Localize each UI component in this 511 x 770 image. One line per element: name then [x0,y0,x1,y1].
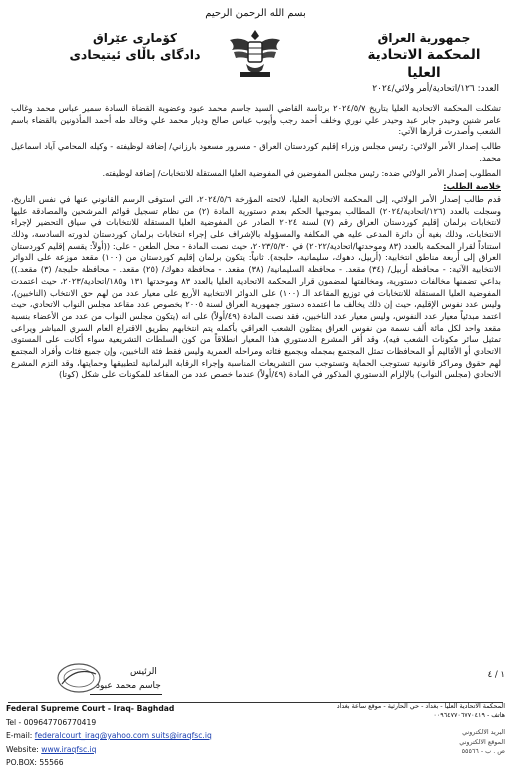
signature-name: جاسم محمد عبود [96,681,161,691]
footer-english [6,655,216,770]
footer-pobox-ar: ص . ب - ٥٥٥٦٦ [461,746,505,755]
footer-website-ar: الموقع الالكتروني [459,737,505,746]
court-formation-paragraph: تشكلت المحكمة الاتحادية العليا بتاريخ ٢٠٢٤/٥/٧ برئاسة القاضي السيد جاسم محمد عبود وعضوية القضاة السادة سمير عباس محمد وغالب عامر شنين وحيدر جابر عبد وحيدر علي نوري وخلف أحمد رجب وأيوب عباس صالح وديار محمد علي وخالد طه أحمد المأذونين بالقضاء باسم الشعب وأصدرت قرارها الآتي: [11,103,501,137]
footer-phone-ar: هاتف - ٠٠٩٦٤٧٧٠٦٧٧٠٤١٩ [433,711,505,720]
footer-tel: Tel - 009647706770419 [6,717,97,727]
respondent-paragraph: المطلوب إصدار الأمر الولائي ضده: رئيس مجلس المفوضين في المفوضية العليا المستقلة للانتخابات/ إضافة لوظيفته. [102,167,501,178]
petitioner-paragraph: طالب إصدار الأمر الولائي: رئيس مجلس وزراء إقليم كوردستان العراق - مسرور مسعود بارزاني/ إضافة لوظيفته - وكيله المحامي آياد اسماعيل محمد. [11,141,501,163]
signature-title: الرئيس [130,667,157,677]
footer-website-link[interactable]: www.iraqfsc.iq [41,744,97,754]
footer-email-link[interactable]: federalcourt_iraq@yahoo.com suits@iraqfsc.iq [34,731,212,740]
basmala: بسم الله الرحمن الرحيم [205,8,306,19]
footer-court-name: Federal Supreme Court - Iraq- Baghdad [6,704,175,713]
reference-number: العدد: ١٢٦/اتحادية/أمر ولائي/٢٠٢٤ [372,84,499,94]
footer-arabic [255,702,505,756]
page-number: ١ / ٤ [487,670,505,680]
country-name-ar: جمهورية العراق [377,31,471,45]
footer-email-ar: البريد الالكتروني [462,728,505,737]
header-arabic [349,30,499,82]
document-body [11,103,501,381]
country-name-ku: كۆماری عێراق [93,31,177,45]
court-name-ku: دادگای باڵای ئیتیحادی [69,47,201,62]
header-kurdish [50,30,220,64]
court-name-ar: المحكمة الاتحادية العليا [367,47,481,81]
footer-address-ar: المحكمة الاتحادية العليا - بغداد - حي الحارثية - موقع ساعة بغداد [336,702,505,710]
footer-email-label: E-mail: [6,731,33,740]
section-heading: خلاصة الطلب: [443,181,501,192]
request-summary-paragraph: قدم طالب إصدار الأمر الولائي، إلى المحكمة الاتحادية العليا، لائحته المؤرخة ٢٠٢٤/٥/٦، التي استوفى الرسم القانوني عنها في نفس التاريخ، وسجلت بالعدد (١٢٦/اتحادية/٢٠٢٤) المطالب بموجبها الحكم بعدم دستورية المادة (٢) من نظام تسجيل قوائم المرشحين والمصادقة عليها لانتخابات برلمان إقليم كوردستان العراق رقم (٧) لسنة ٢٠٢٤ الصادر عن المفوضية العليا المستقلة للانتخابات في سياق التحضير لإجراء الانتخابات، وذلك بغية أن دائرة المدعى عليه هي المكلفة والمسؤولة بالإشراف على إجراء انتخابات برلمان كوردستان لدورته السادسة، وذلك استناداً لقرار المحكمة بالعدد (٨٣ وموحدتها/اتحادية/٢٠٢٢) في ٢٠٢٣/٥/٣٠، حيث نصت المادة - محل الطعن - على: ((أولاً: يقسم إقليم كوردستان العراق إلى أربعة مناطق انتخابية: (أربيل، دهوك، سليمانية، حلبجة). ثانياً: يتكون برلمان إقليم كوردستان من (١٠٠) مقعد موزعة على الدوائر الانتخابية الآتية: - محافظة أربيل/ (٣٤) مقعد. - محافظة السليمانية/ (٣٨) مقعد. - محافظة دهوك/ (٢٥) مقعد. - محافظة حلبجة/ (٣) مقعد.)) بداعي تضمنها مخالفات دستورية، ومخالفتها لمضمون قرار المحكمة الاتحادية العليا بالعدد ٨٣ وموحدتها ١٣١ و١٨٥/اتحادية/٢٠٢٣، حيث اعتمدت المفوضية العليا المستقلة للانتخابات في توزيع المقاعد الـ (١٠٠) على الدوائر الانتخابية الأربع على معيار عدد من لهم حق الانتخاب (الناخبين)، وليس عدد نفوس الإقليم، حيث إن ذلك يخالف ما اعتمده دستور جمهورية العراق لسنة ٢٠٠٥ بخصوص عدد مقاعد مجلس النواب الاتحادي، حيث اعتمد مبدئياً معيار عدد النفوس، وليس معيار عدد الناخبين، فقد نصت المادة (٤٩/أولاً) على انه (يتكون مجلس النواب من عدد من الأعضاء بنسبة مقعد واحد لكل مائة ألف نسمة من نفوس العراق يمثلون الشعب العراقي بأكمله يتم انتخابهم بطريق الاقتراع العام السري المباشر ويراعى تمثيل سائر مكونات الشعب فيه)، وقد أقر المشرع الدستوري هذا المعيار انطلاقاً من كون السلطات التشريعية سواء أكانت على المستوى الاتحادي أو الأقاليم أو المحافظات تمثل المجتمع بمجمله وبجميع فئاته ومراحله العمرية وليس فقط فئة الناخبين، وإن جميع فئات وأفراد المجتمع لهم حقوق ومراكز قانونية تستوجب الحماية وتستوجب سن التشريعات المناسبة وإجراء الرقابة البرلمانية لتطبيقها وحمايتها، وقد التزم المشرع الاتحادي (مجلس النواب) بالإلزام الدستوري المذكور في المادة (٤٩/أولاً) عندما خصص عدد من المقاعد للمكونات على شكل (كوتا) [11,193,502,380]
footer-website-label: Website: [6,744,39,754]
iraq-eagle-emblem-icon [226,26,284,80]
footer-pobox: PO.BOX: 55566 [6,758,64,767]
